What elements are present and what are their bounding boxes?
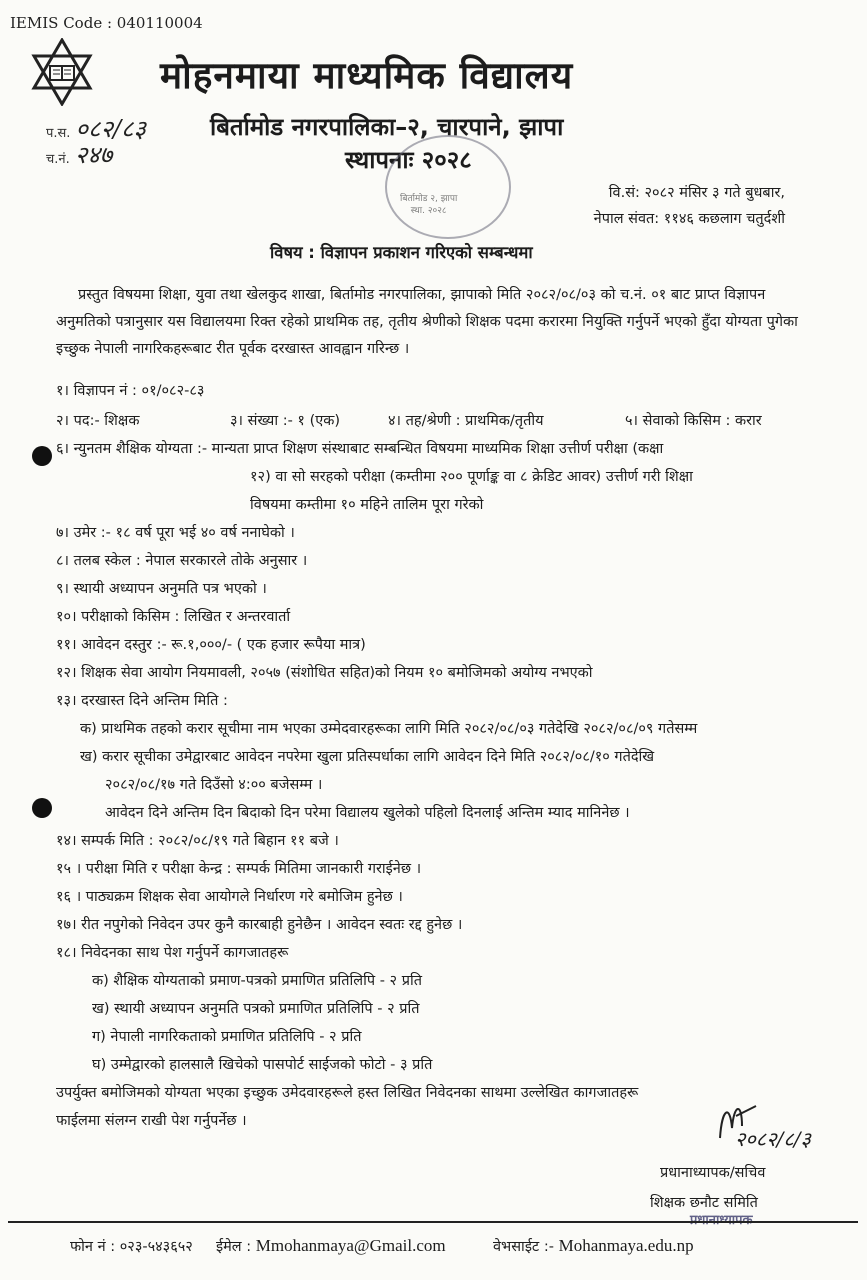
item-qualification-line3: विषयमा कम्तीमा १० महिने तालिम पूरा गरेको — [250, 497, 484, 513]
designation: प्रधानाध्यापक/सचिव — [660, 1165, 766, 1181]
ps-value: ०८२/८३ — [75, 115, 147, 143]
closing-line2: फाईलमा संलग्न राखी पेश गर्नुपर्नेछ । — [56, 1113, 247, 1129]
item-documents: १८। निवेदनका साथ पेश गर्नुपर्ने कागजातहरू — [56, 945, 289, 961]
item-deadline-kha-line1: ख) करार सूचीका उमेद्वारबाट आवेदन नपरेमा खुला प्रतिस्पर्धाका लागि आवेदन दिने मिति २०८२/०८/१० गतेदेखि — [80, 749, 655, 765]
item-document-ga: ग) नेपाली नागरिकताको प्रमाणित प्रतिलिपि - २ प्रति — [92, 1029, 362, 1045]
item-exam-date: १५ । परीक्षा मिति र परीक्षा केन्द्र : सम्पर्क मितिमा जानकारी गराईनेछ । — [56, 861, 422, 877]
subject-line: विषय : विज्ञापन प्रकाशन गरिएको सम्बन्धमा — [270, 243, 533, 262]
date-block — [594, 180, 785, 232]
email-label: ईमेल : — [216, 1239, 252, 1255]
item-syllabus: १६ । पाठ्यक्रम शिक्षक सेवा आयोगले निर्धारण गरे बमोजिम हुनेछ । — [56, 889, 403, 905]
item-contact-date: १४। सम्पर्क मिति : २०८२/०८/१९ गते बिहान ११ बजे । — [56, 833, 339, 849]
school-emblem-icon — [30, 38, 94, 110]
item-count: ३। संख्या :- १ (एक) — [230, 413, 341, 429]
signature-block — [650, 1158, 766, 1218]
cn-number — [46, 138, 112, 171]
item-qualification-line1: ६। न्युनतम शैक्षिक योग्यता :- मान्यता प्राप्त शिक्षण संस्थाबाट सम्बन्धित विषयमा माध्यमिक शिक्षा उत्तीर्ण परीक्षा (कक्षा — [56, 441, 664, 457]
item-advertisement-no: १। विज्ञापन नं : ०१/०८२-८३ — [56, 383, 205, 399]
item-qualification-line2: १२) वा सो सरहको परीक्षा (कम्तीमा २०० पूर्णाङ्क वा ८ क्रेडिट आवर) उत्तीर्ण गरी शिक्षा — [250, 469, 693, 485]
footer-phone — [70, 1236, 193, 1256]
school-name: मोहनमाया माध्यमिक विद्यालय — [160, 54, 574, 97]
item-service-type: ५। सेवाको किसिम : करार — [625, 413, 762, 429]
intro-paragraph: प्रस्तुत विषयमा शिक्षा, युवा तथा खेलकुद शाखा, बिर्तामोड नगरपालिका, झापाको मिति २०८२/०८/०३ को च.नं. ०१ बाट प्राप्त विज्ञापन अनुमतिको पत्रानुसार यस विद्यालयमा रिक्त रहेको प्राथमिक तह, तृतीय श्रेणीको शिक्षक पदमा करारमा नियुक्ति गर्नुपर्ने भएको हुँदा योग्यता पुगेका इच्छुक नेपाली नागरिकहरूबाट रीत पूर्वक दरखास्त आवह्वान गरिन्छ । — [56, 287, 798, 357]
item-invalid-application: १७। रीत नपुगेको निवेदन उपर कुनै कारबाही हुनेछैन । आवेदन स्वतः रद्द हुनेछ । — [56, 917, 463, 933]
item-deadline-ka: क) प्राथमिक तहको करार सूचीमा नाम भएका उम्मेदवारहरूका लागि मिति २०८२/०८/०३ गतेदेखि २०८२/०८/०९ गतेसम्म — [80, 721, 698, 737]
item-license: ९। स्थायी अध्यापन अनुमति पत्र भएको । — [56, 581, 267, 597]
website-value[interactable]: Mohanmaya.edu.np — [558, 1236, 694, 1255]
item-deadline-kha-line2: २०८२/०८/१७ गते दिउँसो ४:०० बजेसम्म । — [105, 777, 323, 793]
date-nepal-sambat: नेपाल संवत: ११४६ कछलाग चतुर्दशी — [593, 211, 785, 227]
date-vs: वि.सं: २०८२ मंसिर ३ गते बुधबार, — [608, 185, 785, 201]
footer-divider — [8, 1221, 858, 1223]
ps-label: प.स. — [46, 126, 71, 141]
committee: शिक्षक छनौट समिति — [650, 1195, 758, 1211]
website-label: वेभसाईट :- — [493, 1239, 554, 1255]
phone-value: ०२३-५४३६५२ — [119, 1239, 193, 1255]
email-value[interactable]: Mmohanmaya@Gmail.com — [255, 1236, 446, 1255]
school-stamp-text — [400, 193, 457, 217]
punch-hole-mark — [32, 798, 52, 818]
emis-code: IEMIS Code : 040110004 — [10, 14, 203, 32]
closing-line1: उपर्युक्त बमोजिमको योग्यता भएका इच्छुक उमेदवारहरूले हस्त लिखित निवेदनका साथमा उल्लेखित कागजातहरू — [56, 1085, 639, 1101]
cn-label: च.नं. — [46, 152, 70, 167]
item-level: ४। तह/श्रेणी : प्राथमिक/तृतीय — [388, 413, 544, 429]
footer-website — [493, 1236, 694, 1256]
punch-hole-mark — [32, 446, 52, 466]
item-exam-type: १०। परीक्षाको किसिम : लिखित र अन्तरवार्ता — [56, 609, 291, 625]
school-stamp — [385, 135, 511, 239]
cn-value: २४७ — [74, 141, 113, 169]
signature-date: २०८२/८/३ — [735, 1127, 811, 1151]
stamp-text-line2: स्था. २०२८ — [410, 206, 447, 216]
official-seal — [690, 1210, 753, 1228]
school-address: बिर्तामोड नगरपालिका–२, चारपाने, झापा — [210, 113, 564, 141]
item-salary: ८। तलब स्केल : नेपाल सरकारले तोके अनुसार । — [56, 553, 308, 569]
item-eligibility-rule: १२। शिक्षक सेवा आयोग नियमावली, २०५७ (संशोधित सहित)को नियम १० बमोजिमको अयोग्य नभएको — [56, 665, 593, 681]
school-established: स्थापनाः २०२८ — [345, 146, 472, 174]
item-deadline: १३। दरखास्त दिने अन्तिम मिति : — [56, 693, 228, 709]
item-document-kha: ख) स्थायी अध्यापन अनुमति पत्रको प्रमाणित प्रतिलिपि - २ प्रति — [92, 1001, 420, 1017]
footer-email — [216, 1236, 446, 1256]
item-deadline-note: आवेदन दिने अन्तिम दिन बिदाको दिन परेमा विद्यालय खुलेको पहिलो दिनलाई अन्तिम म्याद मानिनेछ । — [105, 805, 630, 821]
item-document-gha: घ) उम्मेद्वारको हालसालै खिचेको पासपोर्ट साईजको फोटो - ३ प्रति — [92, 1057, 433, 1073]
stamp-text-line1: बिर्तामोड २, झापा — [400, 194, 458, 204]
item-document-ka: क) शैक्षिक योग्यताको प्रमाण-पत्रको प्रमाणित प्रतिलिपि - २ प्रति — [92, 973, 422, 989]
item-age: ७। उमेर :- १८ वर्ष पूरा भई ४० वर्ष ननाघेको । — [56, 525, 295, 541]
item-post: २। पद:- शिक्षक — [56, 413, 140, 429]
item-fee: ११। आवेदन दस्तुर :- रू.१,०००/- ( एक हजार रूपैया मात्र) — [56, 637, 366, 653]
phone-label: फोन नं : — [70, 1239, 116, 1255]
